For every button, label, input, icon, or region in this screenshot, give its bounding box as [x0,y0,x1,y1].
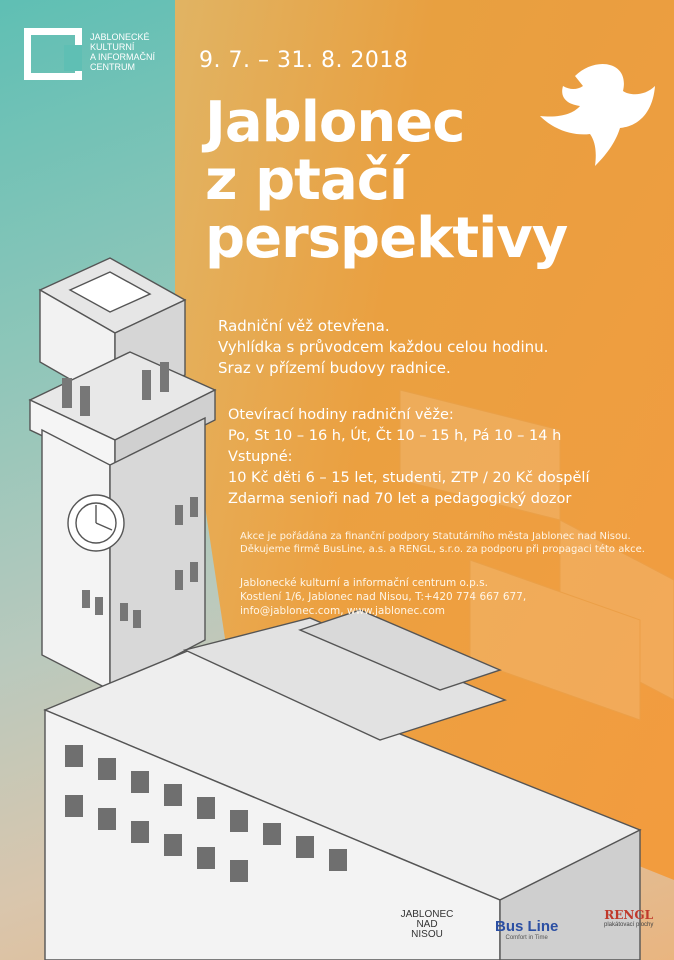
contact-text: Jablonecké kulturní a informační centrum o.p.s. Kostlení 1/6, Jablonec nad Nisou, T:+420 774 667 677, info@jablonec.com, www.jablonec.com [240,577,527,617]
opening-hours [228,405,589,510]
jkic-logo-icon [24,28,82,80]
jkic-logo-text: JABLONECKÉ KULTURNÍ A INFORMAČNÍ CENTRUM [90,32,156,72]
event-dates: 9. 7. – 31. 8. 2018 [199,48,409,73]
event-title: Jablonec z ptačí perspektivy [205,90,568,271]
rengl-logo: RENGL plakátovací plochy [604,908,654,928]
busline-logo: Bus Line Comfort in Time [495,918,559,941]
jablonec-nad-nisou-logo: JABLONEC NAD NISOU [400,909,454,940]
hours-heading: Otevírací hodiny radniční věže: [228,407,454,423]
free-text: Zdarma senioři nad 70 let a pedagogický dozor [228,491,572,507]
sponsor-text: Akce je pořádána za finanční podpory Statutárního města Jablonec nad Nisou. Děkujeme firmě BusLine, a.s. a RENGL, s.r.o. za podporu při propagaci této akce. [240,531,645,555]
fee-text: 10 Kč děti 6 – 15 let, studenti, ZTP / 20 Kč dospělí [228,470,590,486]
fee-heading: Vstupné: [228,449,293,465]
intro-text: Radniční věž otevřena. Vyhlídka s průvodcem každou celou hodinu. Sraz v přízemí budovy radnice. [218,317,549,377]
hours-schedule: Po, St 10 – 16 h, Út, Čt 10 – 15 h, Pá 10 – 14 h [228,428,562,444]
